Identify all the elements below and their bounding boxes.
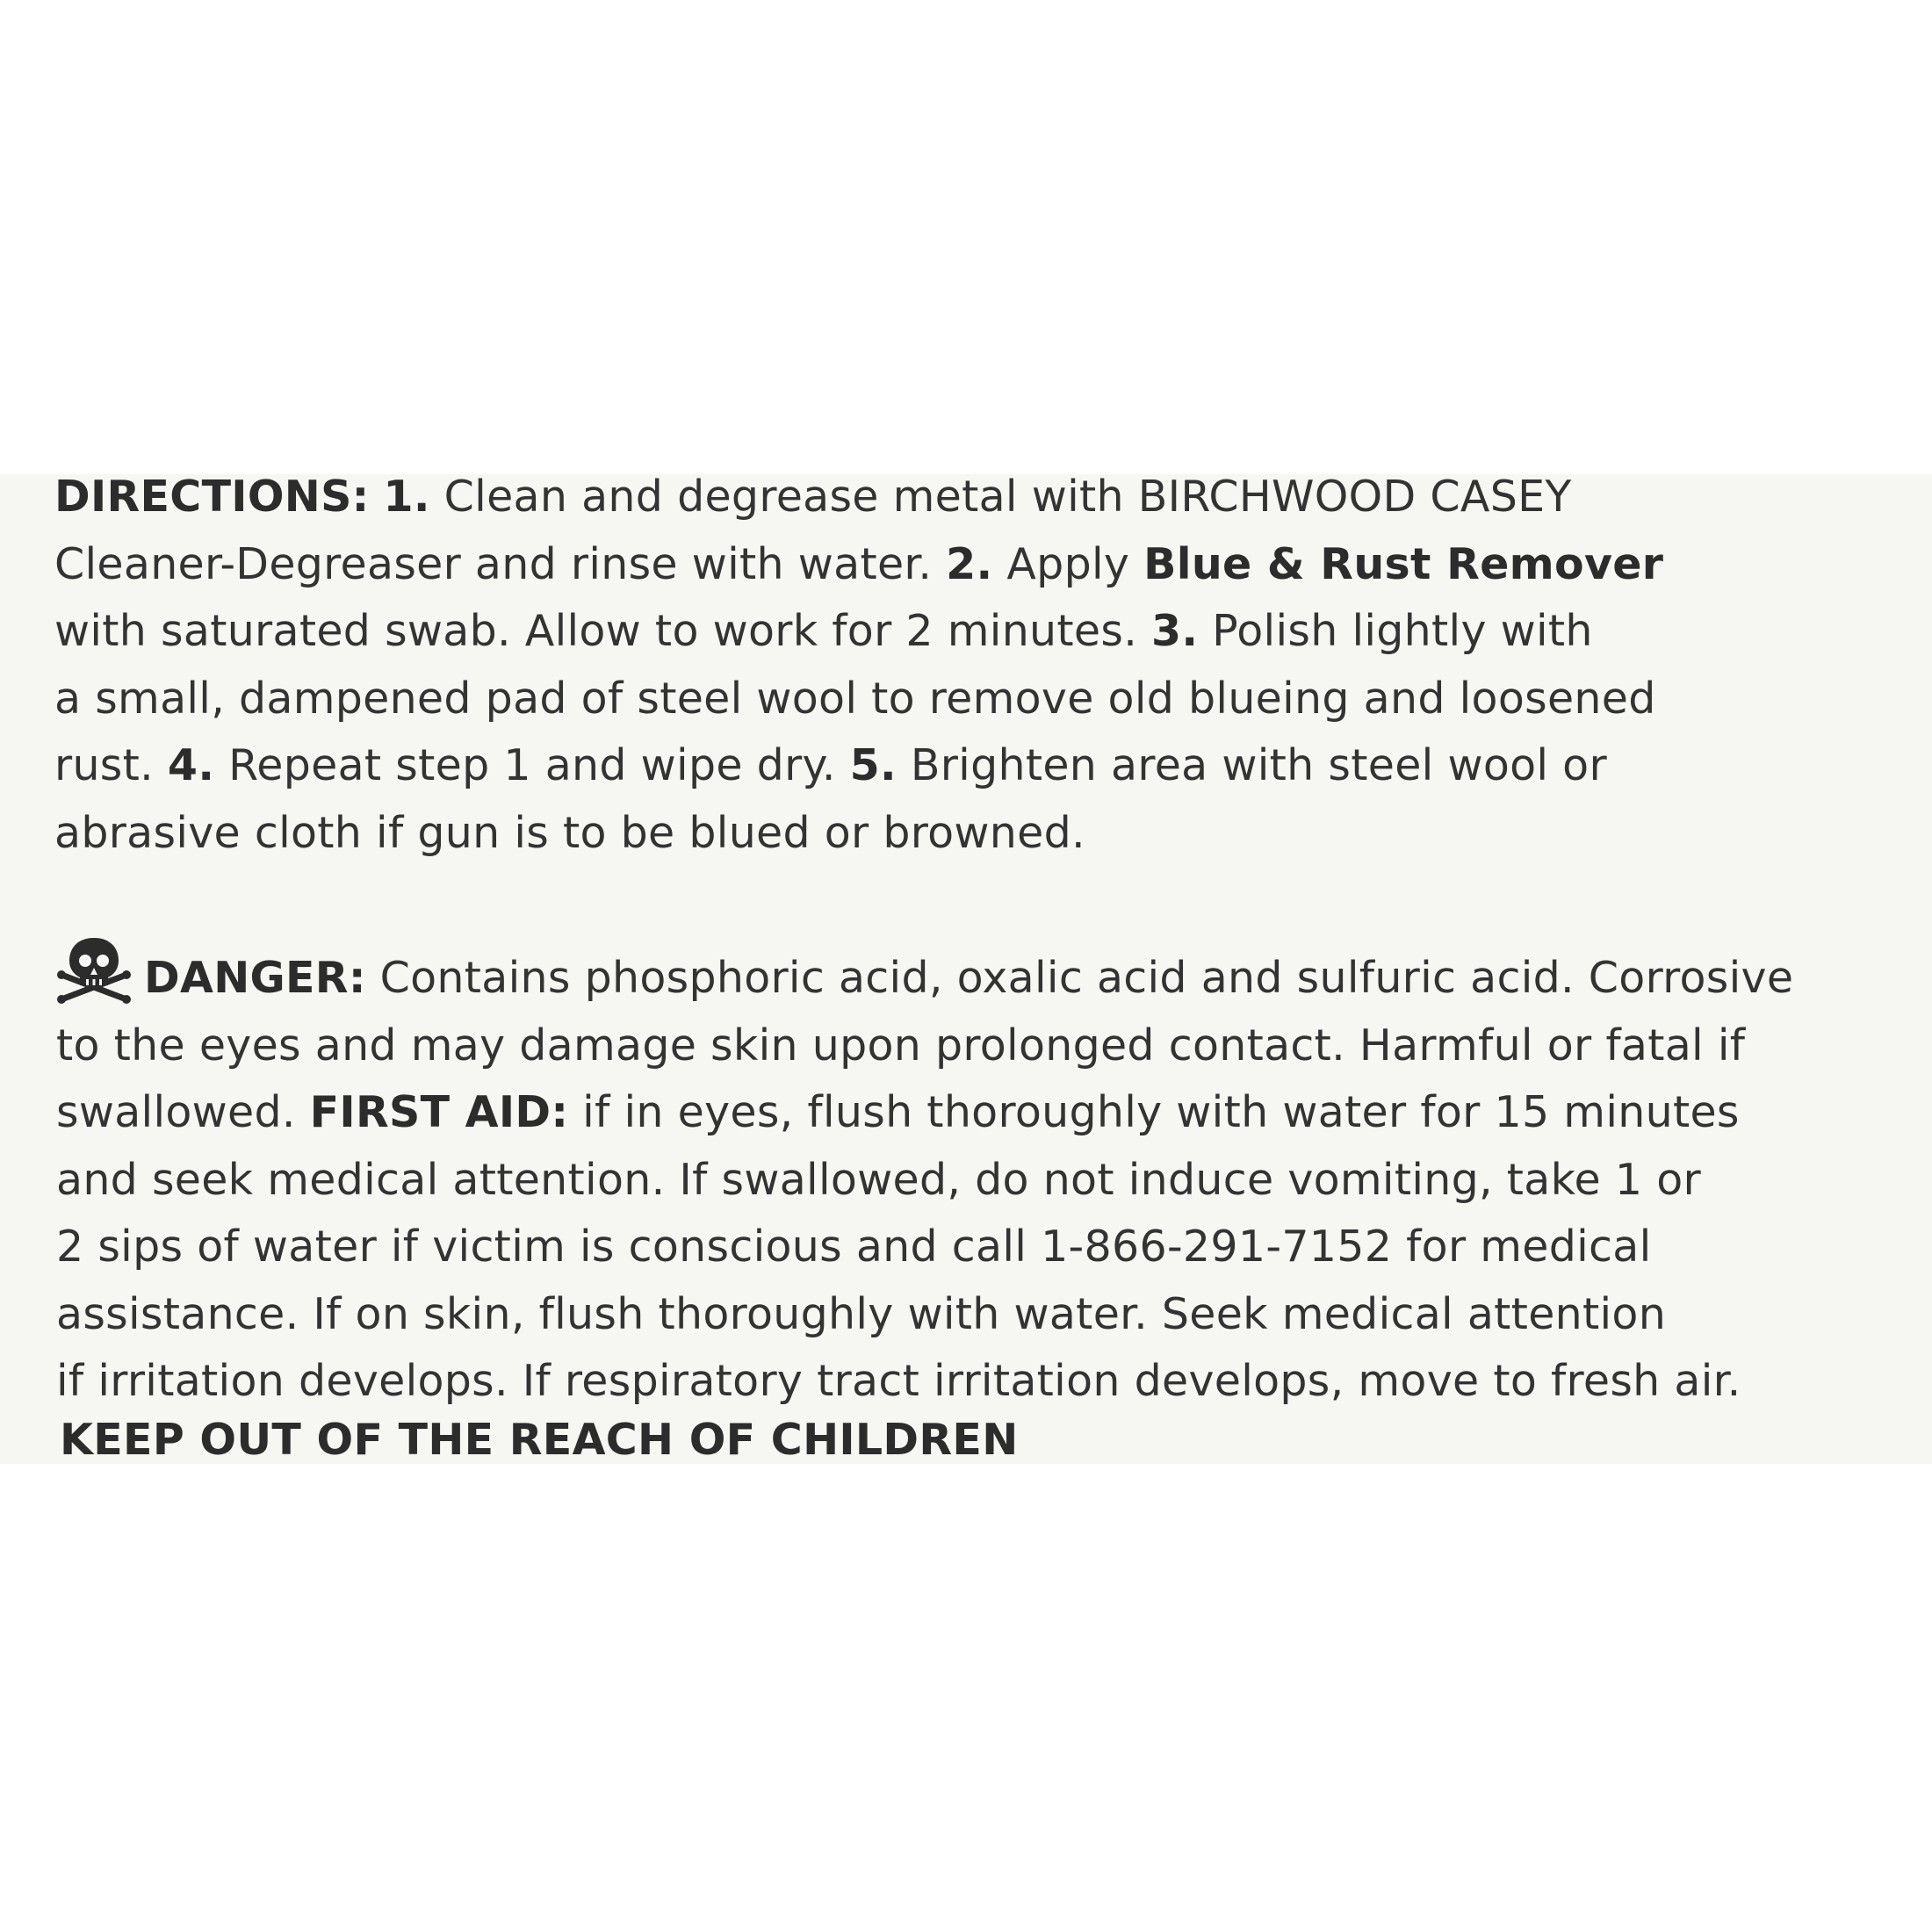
step-2-text-continued: with saturated swab. Allow to work for 2 minutes. <box>54 606 1138 656</box>
directions-line-3 <box>54 598 1907 666</box>
danger-line-3 <box>56 1079 1909 1147</box>
danger-text-3: swallowed. <box>56 1087 296 1137</box>
keep-out-warning <box>60 1407 1913 1474</box>
first-aid-text-4: assistance. If on skin, flush thoroughly with water. Seek medical attention <box>56 1288 1667 1339</box>
first-aid-heading: FIRST AID: <box>309 1087 569 1137</box>
step-3-text-continued: a small, dampened pad of steel wool to remove old blueing and loosened <box>54 673 1656 724</box>
directions-line-1 <box>54 464 1907 531</box>
directions-line-5 <box>54 732 1907 800</box>
danger-text-1: Contains phosphoric acid, oxalic acid and sulfuric acid. Corrosive <box>379 953 1794 1003</box>
step-5-text: Brighten area with steel wool or <box>910 740 1607 790</box>
danger-line-1 <box>56 934 1909 1013</box>
step-3-text-end: rust. <box>54 740 155 790</box>
step-2-text: Apply <box>1006 538 1130 589</box>
directions-line-2 <box>54 531 1907 599</box>
skull-crossbones-icon <box>56 934 132 1005</box>
danger-heading: DANGER: <box>144 953 366 1003</box>
first-aid-text-1: if in eyes, flush thoroughly with water for 15 minutes <box>582 1087 1740 1137</box>
first-aid-text-2: and seek medical attention. If swallowed, do not induce vomiting, take 1 or <box>56 1154 1701 1205</box>
step-1-number: 1. <box>383 472 430 522</box>
first-aid-text-5: if irritation develops. If respiratory tract irritation develops, move to fresh air. <box>56 1356 1741 1406</box>
danger-line-2 <box>56 1013 1909 1080</box>
directions-section <box>54 464 1907 867</box>
step-1-text-continued: Cleaner-Degreaser and rinse with water. <box>54 538 933 589</box>
step-1-text: Clean and degrease metal with BIRCHWOOD CASEY <box>443 472 1572 522</box>
step-3-text: Polish lightly with <box>1212 606 1593 656</box>
directions-line-6 <box>54 800 1907 868</box>
directions-heading: DIRECTIONS: <box>54 472 370 522</box>
danger-line-7 <box>56 1348 1909 1416</box>
step-5-number: 5. <box>849 740 897 790</box>
danger-line-4 <box>56 1147 1909 1215</box>
danger-section <box>56 934 1909 1416</box>
danger-text-2: to the eyes and may damage skin upon prolonged contact. Harmful or fatal if <box>56 1020 1746 1071</box>
step-4-number: 4. <box>167 740 215 790</box>
danger-line-5 <box>56 1214 1909 1281</box>
first-aid-text-3: 2 sips of water if victim is conscious and call 1-866-291-7152 for medical <box>56 1222 1652 1272</box>
step-4-text: Repeat step 1 and wipe dry. <box>228 740 836 790</box>
product-name: Blue & Rust Remover <box>1143 538 1664 589</box>
directions-line-4 <box>54 666 1907 733</box>
danger-line-6 <box>56 1281 1909 1349</box>
step-2-number: 2. <box>946 538 993 589</box>
step-3-number: 3. <box>1150 606 1199 656</box>
keep-out-text: KEEP OUT OF THE REACH OF CHILDREN <box>60 1415 1019 1465</box>
step-5-text-continued: abrasive cloth if gun is to be blued or browned. <box>54 807 1085 858</box>
